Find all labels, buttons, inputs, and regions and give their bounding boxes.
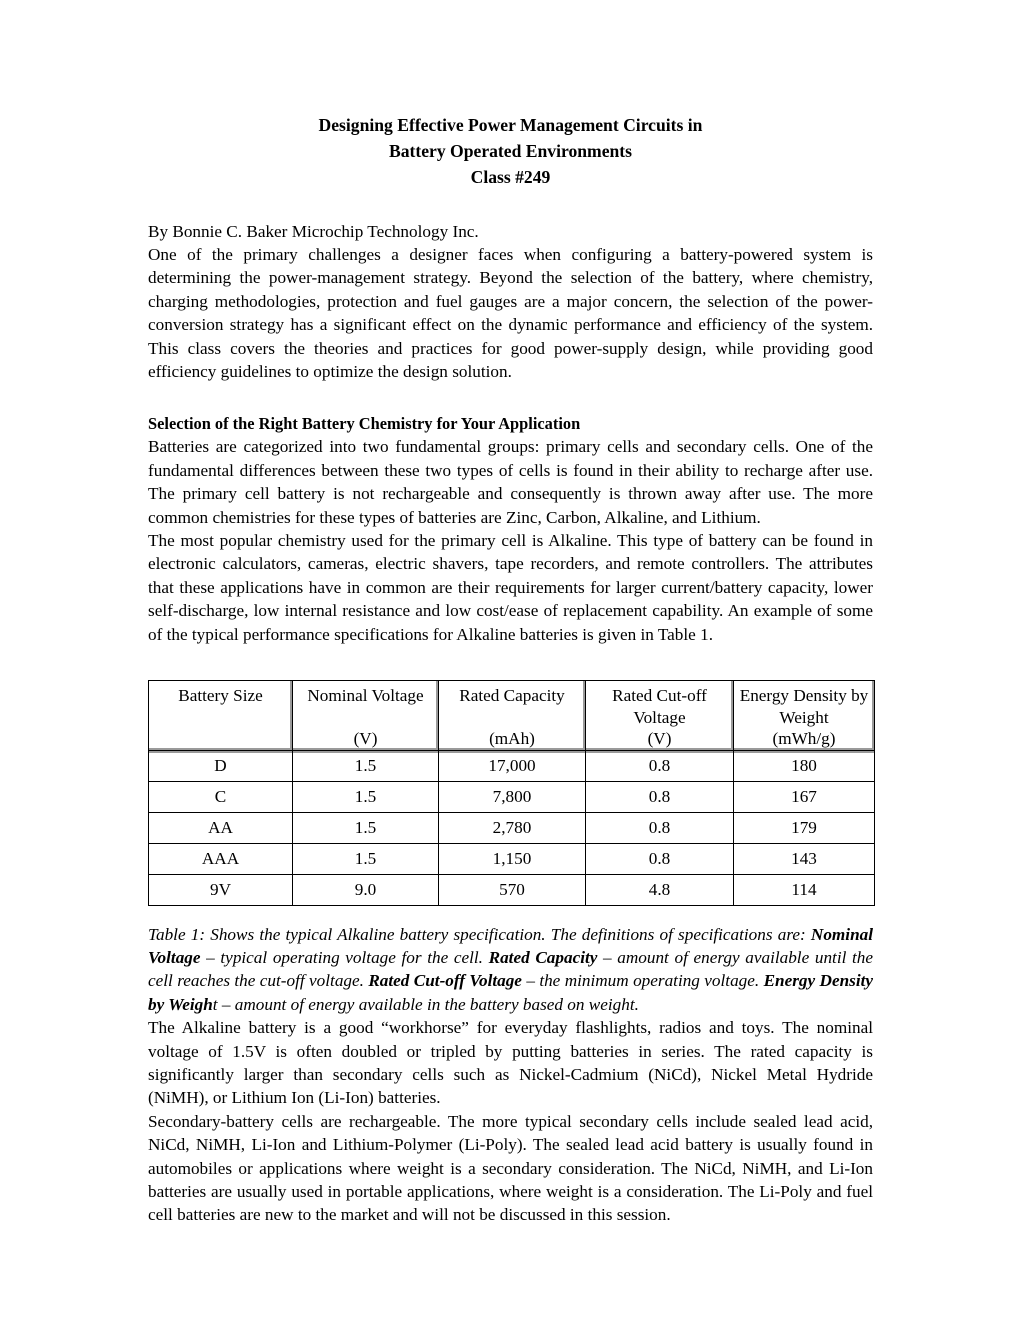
table-row — [149, 874, 875, 905]
cell-battery-size: AA — [149, 812, 293, 843]
cell-nominal-voltage: 1.5 — [293, 750, 439, 781]
header-unit: (mWh/g) — [772, 729, 836, 749]
table-row — [149, 812, 875, 843]
header-unit: (V) — [647, 729, 672, 749]
caption-term-nominal-voltage: Nominal Voltage — [148, 924, 873, 967]
cell-rated-capacity: 1,150 — [439, 843, 586, 874]
table-row — [149, 781, 875, 812]
cell-rated-capacity: 570 — [439, 874, 586, 905]
cell-rated-capacity: 7,800 — [439, 781, 586, 812]
header-line-2: Voltage — [633, 707, 686, 727]
cell-rated-capacity: 17,000 — [439, 750, 586, 781]
cell-battery-size: 9V — [149, 874, 293, 905]
column-header-rated-capacity — [439, 681, 586, 751]
title-line-1: Designing Effective Power Management Circuits in — [318, 115, 703, 135]
cell-energy-density: 143 — [734, 843, 875, 874]
cell-cutoff-voltage: 0.8 — [586, 750, 734, 781]
table-header-row — [149, 681, 875, 751]
cell-nominal-voltage: 1.5 — [293, 812, 439, 843]
caption-part-3: – amount of energy available until the cell reaches the cut-off voltage. — [148, 948, 878, 991]
title-line-2: Battery Operated Environments — [388, 141, 633, 161]
caption-part-4: – the minimum operating voltage. — [521, 971, 764, 991]
column-header-energy-density — [734, 681, 875, 751]
table-row — [149, 843, 875, 874]
cell-rated-capacity: 2,780 — [439, 812, 586, 843]
header-spacer — [293, 707, 438, 729]
cell-energy-density: 167 — [734, 781, 875, 812]
cell-energy-density: 114 — [734, 874, 875, 905]
author-byline: By Bonnie C. Baker Microchip Technology Inc. — [148, 222, 479, 241]
header-line-2: Weight — [779, 707, 829, 727]
caption-term-rated-capacity: Rated Capacity — [488, 948, 598, 967]
section-heading: Selection of the Right Battery Chemistry for Your Application — [148, 414, 581, 434]
cell-energy-density: 180 — [734, 750, 875, 781]
cell-cutoff-voltage: 0.8 — [586, 843, 734, 874]
cell-nominal-voltage: 1.5 — [293, 843, 439, 874]
column-header-nominal-voltage — [293, 681, 439, 751]
table-container — [148, 680, 873, 906]
header-spacer — [439, 707, 585, 729]
cell-cutoff-voltage: 0.8 — [586, 781, 734, 812]
caption-part-1: Table 1: Shows the typical Alkaline battery specification. The definitions of specifications are: — [148, 924, 811, 944]
caption-term-rated-cutoff-voltage: Rated Cut-off Voltage — [368, 971, 522, 991]
title-line-3: Class #249 — [470, 167, 551, 187]
table-body — [149, 750, 875, 905]
paragraph-3: The most popular chemistry used for the primary cell is Alkaline. This type of battery can be found in electronic calculators, cameras, electric shavers, tape recorders, and remote controllers. The attributes that these applications have in common are their requirements for larger current/battery capacity, lower self-discharge, low internal resistance and low cost/ease of replacement capability. An example of some of the typical performance specifications for Alkaline batteries is given in Table 1. — [148, 531, 873, 644]
paragraph-4: The Alkaline battery is a good “workhorse” for everyday flashlights, radios and toys. The nominal voltage of 1.5V is often doubled or tripled by putting batteries in series. The rated capacity is significantly larger than secondary cells such as Nickel-Cadmium (NiCd), Nickel Metal Hydride (NiMH), or Lithium Ion (Li-Ion) batteries. — [148, 1018, 873, 1108]
column-header-battery-size — [149, 681, 293, 751]
header-line-1: Rated Capacity — [459, 686, 565, 706]
paragraph-2: Batteries are categorized into two fundamental groups: primary cells and secondary cells. One of the fundamental differences between these two types of cells is found in their ability to recharge after use. The primary cell battery is not rechargeable and consequently is thrown away after use. The more common chemistries for these types of batteries are Zinc, Carbon, Alkaline, and Lithium. — [148, 437, 873, 527]
header-line-1: Rated Cut-off — [612, 686, 707, 706]
cell-cutoff-voltage: 0.8 — [586, 812, 734, 843]
table-row — [149, 750, 875, 781]
document-title — [148, 112, 873, 190]
cell-battery-size: AAA — [149, 843, 293, 874]
cell-cutoff-voltage: 4.8 — [586, 874, 734, 905]
cell-energy-density: 179 — [734, 812, 875, 843]
cell-nominal-voltage: 9.0 — [293, 874, 439, 905]
header-line-1: Energy Density by — [739, 686, 869, 706]
caption-part-5: t – amount of energy available in the battery based on weight. — [212, 994, 639, 1014]
table-caption — [148, 923, 878, 1017]
header-line-1: Battery Size — [178, 686, 263, 706]
paragraph-5: Secondary-battery cells are rechargeable. The more typical secondary cells include sealed lead acid, NiCd, NiMH, Li-Ion and Lithium-Polymer (Li-Poly). The sealed lead acid battery is usually found in automobiles or applications where weight is a secondary consideration. The NiCd, NiMH, and Li-Ion batteries are usually used in portable applications, where weight is a consideration. The Li-Poly and fuel cell batteries are new to the market and will not be discussed in this session. — [148, 1111, 873, 1225]
alkaline-specification-table — [148, 680, 875, 906]
header-spacer — [149, 707, 292, 729]
intro-paragraph: One of the primary challenges a designer faces when configuring a battery-powered system is determining the power-management strategy. Beyond the selection of the battery, where chemistry, charging methodologies, protection and fuel gauges are a major concern, the selection of the power-conversion strategy has a significant effect on the dynamic performance and efficiency of the system. This class covers the theories and practices for good power-supply design, while providing good efficiency guidelines to optimize the design solution. — [148, 245, 873, 382]
cell-nominal-voltage: 1.5 — [293, 781, 439, 812]
caption-term-energy-density: Energy Density by Weigh — [148, 971, 873, 1014]
cell-battery-size: C — [149, 781, 293, 812]
header-unit: (mAh) — [489, 729, 535, 749]
cell-battery-size: D — [149, 750, 293, 781]
column-header-rated-cutoff-voltage — [586, 681, 734, 751]
header-unit: (V) — [353, 729, 378, 749]
table-header — [149, 681, 875, 751]
caption-part-2: – typical operating voltage for the cell. — [200, 948, 489, 967]
header-line-1: Nominal Voltage — [307, 686, 424, 706]
